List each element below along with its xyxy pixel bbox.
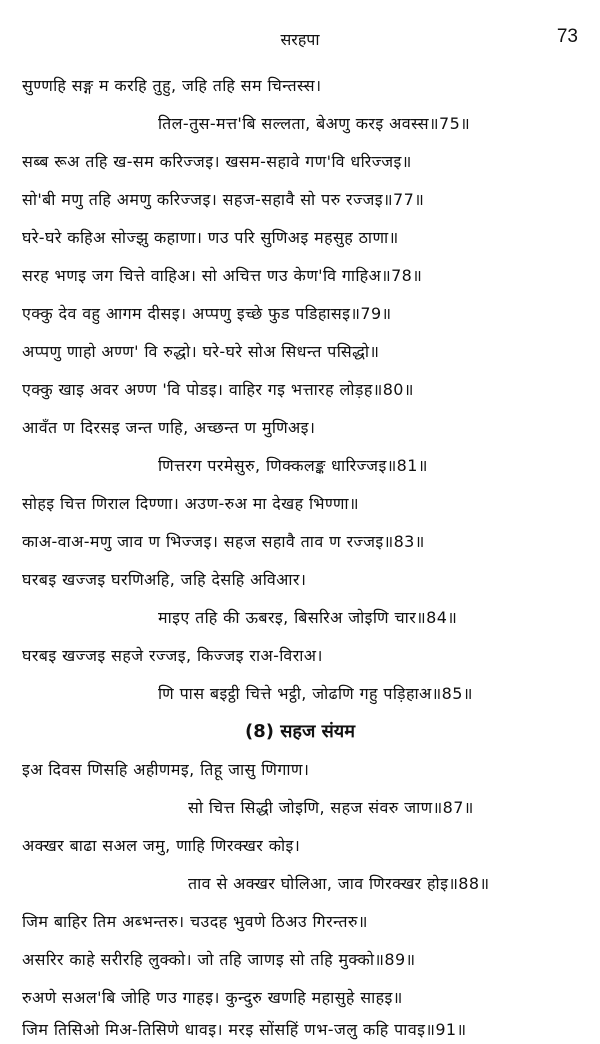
verse-line: णि पास बइट्ठी चित्ते भट्ठी, जोढणि गहु पड़िहाअ॥85॥ bbox=[158, 684, 473, 703]
verse-line: जिम बाहिर तिम अब्भन्तरु। चउदह भुवणे ठिअउ गिरन्तरु॥ bbox=[22, 912, 368, 931]
running-header: सरहपा bbox=[280, 30, 320, 49]
verse-line: तिल-तुस-मत्त'बि सल्लता, बेअणु करइ अवस्स॥75॥ bbox=[158, 114, 471, 133]
verse-line: ताव से अक्खर घोलिआ, जाव णिरक्खर होइ॥88॥ bbox=[188, 874, 490, 893]
verse-line: असरिर काहे सरीरहि लुक्को। जो तहि जाणइ सो तहि मुक्को॥89॥ bbox=[22, 950, 416, 969]
verse-line: माइए तहि की ऊबरइ, बिसरिअ जोइणि चार॥84॥ bbox=[158, 608, 458, 627]
verse-line: सरह भणइ जग चित्ते वाहिअ। सो अचित्त णउ केण'वि गाहिअ॥78॥ bbox=[22, 266, 423, 285]
verse-line: जिम तिसिओ मिअ-तिसिणे धावइ। मरइ सोंसहिं णभ-जलु कहि पावइ॥91॥ bbox=[22, 1020, 467, 1039]
verse-line: सो'बी मणु तहि अमणु करिज्जइ। सहज-सहावै सो परु रज्जइ॥77॥ bbox=[22, 190, 425, 209]
verse-line: घरे-घरे कहिअ सोज्झु कहाणा। णउ परि सुणिअइ महसुह ठाणा॥ bbox=[22, 228, 399, 247]
verse-line: एक्कु देव वहु आगम दीसइ। अप्पणु इच्छे फुड पडिहासइ॥79॥ bbox=[22, 304, 392, 323]
verse-line: रुअणे सअल'बि जोहि णउ गाहइ। कुन्दुरु खणहि महासुहे साहइ॥ bbox=[22, 988, 403, 1007]
verse-line: अक्खर बाढा सअल जमु, णाहि णिरक्खर कोइ। bbox=[22, 836, 301, 855]
verse-line: सो चित्त सिद्धी जोइणि, सहज संवरु जाण॥87॥ bbox=[188, 798, 474, 817]
verse-line: सब्ब रूअ तहि ख-सम करिज्जइ। खसम-सहावे गण'वि धरिज्जइ॥ bbox=[22, 152, 412, 171]
verse-line: अप्पणु णाहो अण्ण' वि रुद्धो। घरे-घरे सोअ सिधन्त पसिद्धो॥ bbox=[22, 342, 380, 361]
verse-line: सुण्णहि सङ्ग म करहि तुहु, जहि तहि सम चिन्तस्स। bbox=[22, 76, 322, 95]
verse-line: णित्तरग परमेसुरु, णिक्कलङ्क धारिज्जइ॥81॥ bbox=[158, 456, 428, 475]
verse-line: इअ दिवस णिसहि अहीणमइ, तिहू जासु णिगाण। bbox=[22, 760, 310, 779]
verse-line: घरबइ खज्जइ घरणिअहि, जहि देसहि अविआर। bbox=[22, 570, 307, 589]
verse-line: घरबइ खज्जइ सहजे रज्जइ, किज्जइ राअ-विराअ। bbox=[22, 646, 323, 665]
section-heading: (8) सहज संयम bbox=[245, 721, 355, 742]
verse-line: आवँत ण दिरसइ जन्त णहि, अच्छन्त ण मुणिअइ। bbox=[22, 418, 316, 437]
verse-line: सोहइ चित्त णिराल दिण्णा। अउण-रुअ मा देखह भिण्णा॥ bbox=[22, 494, 359, 513]
verse-line: एक्कु खाइ अवर अण्ण 'वि पोडइ। वाहिर गइ भत्तारह लोड़ह॥80॥ bbox=[22, 380, 414, 399]
verse-line: काअ-वाअ-मणु जाव ण भिज्जइ। सहज सहावै ताव ण रज्जइ॥83॥ bbox=[22, 532, 425, 551]
page-number: 73 bbox=[556, 26, 578, 47]
